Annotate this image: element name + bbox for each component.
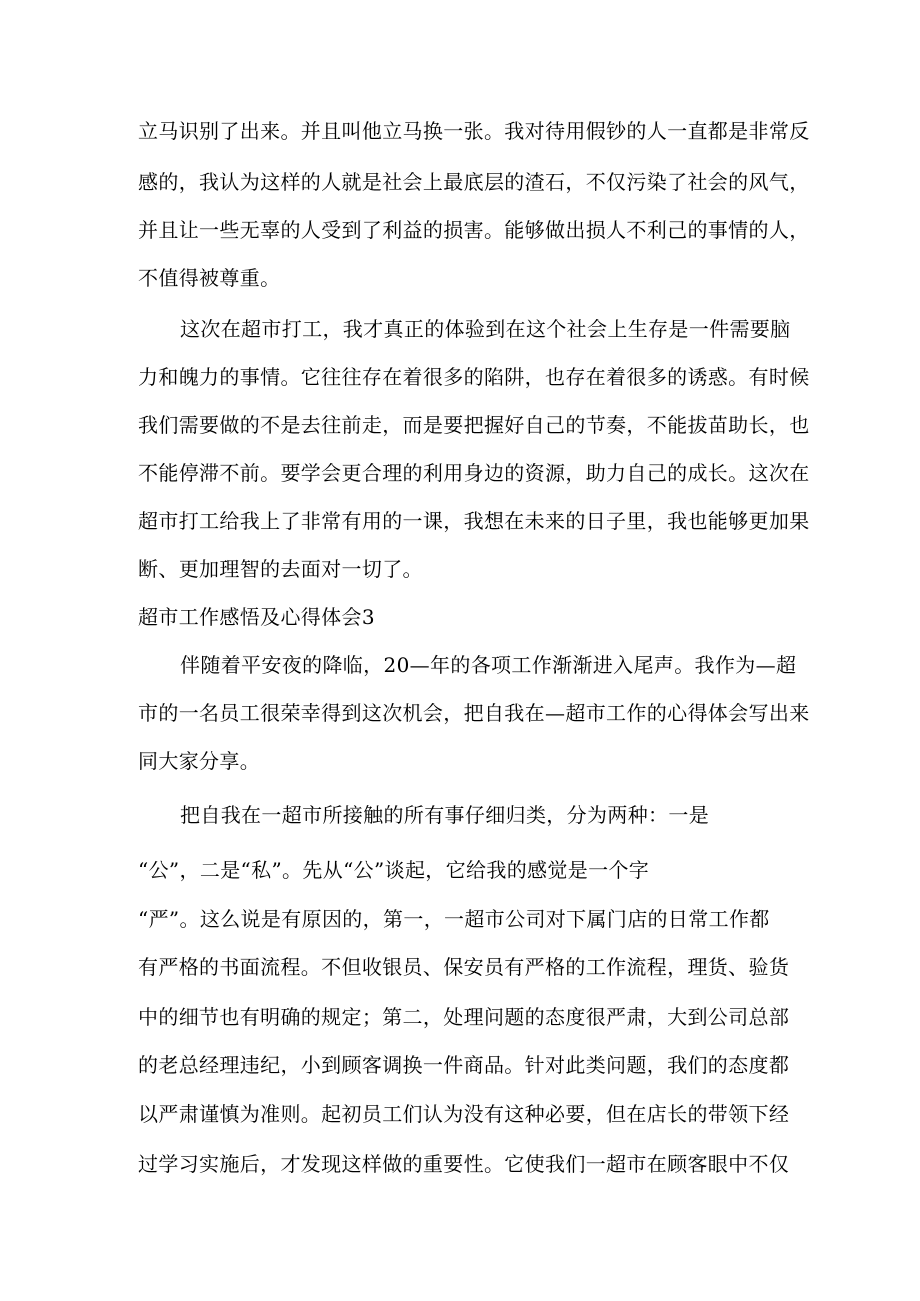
text-line: 这次在超市打工，我才真正的体验到在这个社会上生存是一件需要脑 [180,317,791,341]
text-line: 同大家分享。 [138,749,261,773]
text-line: 以严肃谨慎为准则。起初员工们认为没有这种必要，但在店长的带领下经 [138,1102,790,1126]
text-line: 过学习实施后，才发现这样做的重要性。它使我们一超市在顾客眼中不仅 [138,1152,790,1176]
text-line: 感的，我认为这样的人就是社会上最底层的渣石，不仅污染了社会的风气， [138,170,810,194]
text-line: 我们需要做的不是去往前走，而是要把握好自己的节奏，不能拔苗助长，也 [138,413,810,437]
text-line: 超市打工给我上了非常有用的一课，我想在未来的日子里，我也能够更加果 [138,509,810,533]
text-line: 中的细节也有明确的规定；第二，处理问题的态度很严肃，大到公司总部 [138,1005,790,1029]
section-heading: 超市工作感悟及心得体会3 [138,605,375,629]
text-line: 有严格的书面流程。不但收银员、保安员有严格的工作流程，理货、验货 [138,955,790,979]
text-line: 伴随着平安夜的降临，20—年的各项工作渐渐进入尾声。我作为—超 [180,653,797,677]
text-line: 不能停滞不前。要学会更合理的利用身边的资源，助力自己的成长。这次在 [138,461,810,485]
text-line: “公”，二是“私”。先从“公”谈起，它给我的感觉是一个字 [138,858,650,882]
text-line: 把自我在一超市所接触的所有事仔细归类，分为两种：一是 [180,803,710,827]
text-line: “严”。这么说是有原因的，第一，一超市公司对下属门店的日常工作都 [138,907,770,931]
text-line: 不值得被尊重。 [138,266,281,290]
text-line: 立马识别了出来。并且叫他立马换一张。我对待用假钞的人一直都是非常反 [138,119,810,143]
text-line: 市的一名员工很荣幸得到这次机会，把自我在—超市工作的心得体会写出来 [138,701,810,725]
text-line: 的老总经理违纪，小到顾客调换一件商品。针对此类问题，我们的态度都 [138,1053,790,1077]
text-line: 断、更加理智的去面对一切了。 [138,557,423,581]
text-line: 并且让一些无辜的人受到了利益的损害。能够做出损人不利己的事情的人， [138,218,810,242]
text-line: 力和魄力的事情。它往往存在着很多的陷阱，也存在着很多的诱惑。有时候 [138,365,810,389]
